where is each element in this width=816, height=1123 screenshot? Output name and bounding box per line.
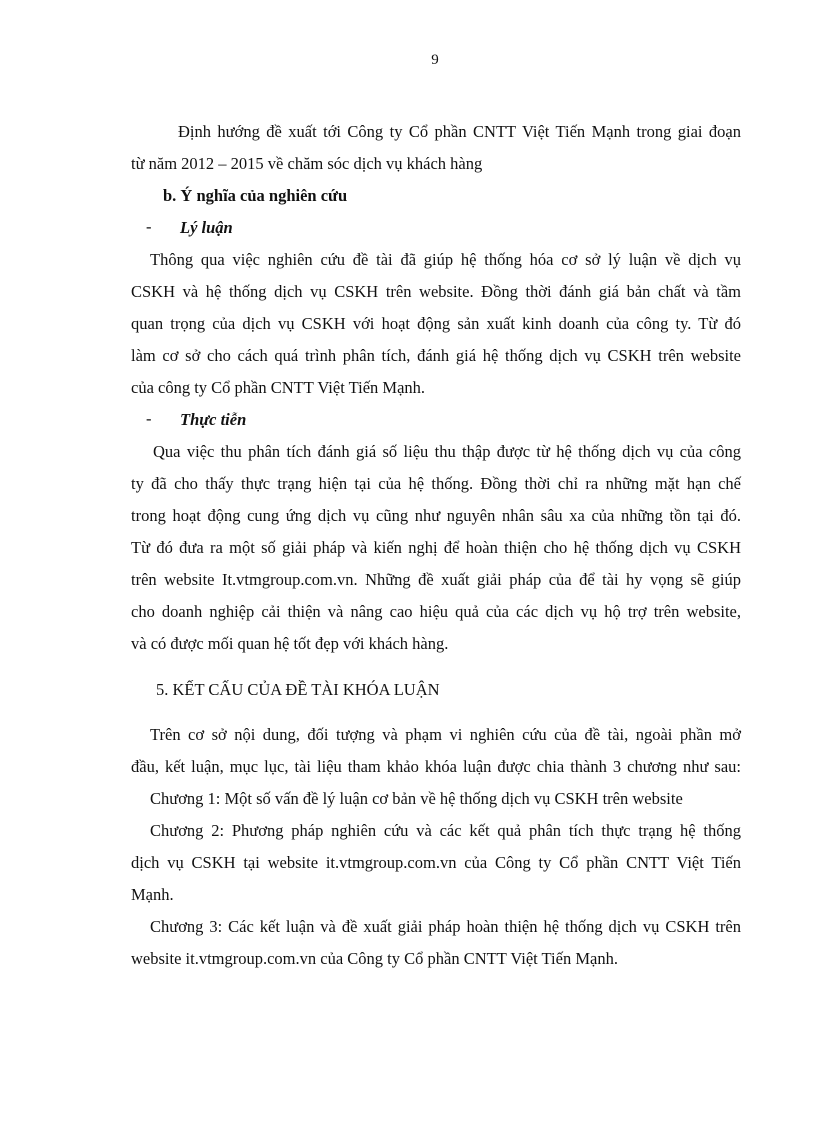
ly-luan-line: Thông qua việc nghiên cứu đề tài đã giúp hệ thống hóa cơ sở lý luận về dịch vụ [150,250,741,269]
chapter-2-cont: dịch vụ CSKH tại website it.vtmgroup.com.vn của Công ty Cổ phần CNTT Việt Tiến [131,853,741,872]
ly-luan-bullet: - [146,217,152,236]
ly-luan-line: quan trọng của dịch vụ CSKH với hoạt động sản xuất kinh doanh của công ty. Từ đó [131,314,741,333]
section-5-heading: 5. KẾT CẤU CỦA ĐỀ TÀI KHÓA LUẬN [156,680,440,699]
thuc-tien-label: Thực tiễn [180,410,247,429]
ly-luan-label: Lý luận [180,218,233,237]
thuc-tien-line: và có được mối quan hệ tốt đẹp với khách hàng. [131,634,449,653]
ly-luan-line: CSKH và hệ thống dịch vụ CSKH trên website. Đồng thời đánh giá bản chất và tầm [131,282,741,301]
chapter-2: Chương 2: Phương pháp nghiên cứu và các kết quả phân tích thực trạng hệ thống [150,821,741,840]
thuc-tien-line: trên website It.vtmgroup.com.vn. Những đề xuất giải pháp của để tài hy vọng sẽ giúp [131,570,741,589]
chapter-2-end: Mạnh. [131,885,174,904]
chapter-1: Chương 1: Một số vấn đề lý luận cơ bản về hệ thống dịch vụ CSKH trên website [150,789,683,808]
section-5-line: đầu, kết luận, mục lục, tài liệu tham khảo khóa luận được chia thành 3 chương như sau: [131,757,741,776]
thuc-tien-line: trong hoạt động cung ứng dịch vụ cũng như nguyên nhân sâu xa của những tồn tại đó. [131,506,741,525]
intro-line-1: Định hướng đề xuất tới Công ty Cổ phần CNTT Việt Tiến Mạnh trong giai đoạn [178,122,741,141]
thuc-tien-line: Qua việc thu phân tích đánh giá số liệu thu thập được từ hệ thống dịch vụ của công [153,442,741,461]
chapter-3-cont: website it.vtmgroup.com.vn của Công ty Cổ phần CNTT Việt Tiến Mạnh. [131,949,618,968]
section-5-line: Trên cơ sở nội dung, đối tượng và phạm vi nghiên cứu của đề tài, ngoài phần mở [150,725,741,744]
thuc-tien-line: cho doanh nghiệp cải thiện và nâng cao hiệu quả của các dịch vụ hộ trợ trên website, [131,602,741,621]
section-b-heading: b. Ý nghĩa của nghiên cứu [163,186,348,205]
chapter-3: Chương 3: Các kết luận và đề xuất giải pháp hoàn thiện hệ thống dịch vụ CSKH trên [150,917,741,936]
page-number: 9 [431,52,439,68]
ly-luan-line: của công ty Cổ phần CNTT Việt Tiến Mạnh. [131,378,426,397]
thuc-tien-bullet: - [146,409,152,428]
ly-luan-line: làm cơ sở cho cách quá trình phân tích, đánh giá hệ thống dịch vụ CSKH trên website [131,346,741,365]
intro-line-2: từ năm 2012 – 2015 về chăm sóc dịch vụ khách hàng [131,154,483,173]
thuc-tien-line: ty đã cho thấy thực trạng hiện tại của hệ thống. Đồng thời chỉ ra những mặt hạn chế [131,474,741,493]
thuc-tien-line: Từ đó đưa ra một số giải pháp và kiến nghị để hoàn thiện cho hệ thống dịch vụ CSKH [131,538,741,557]
